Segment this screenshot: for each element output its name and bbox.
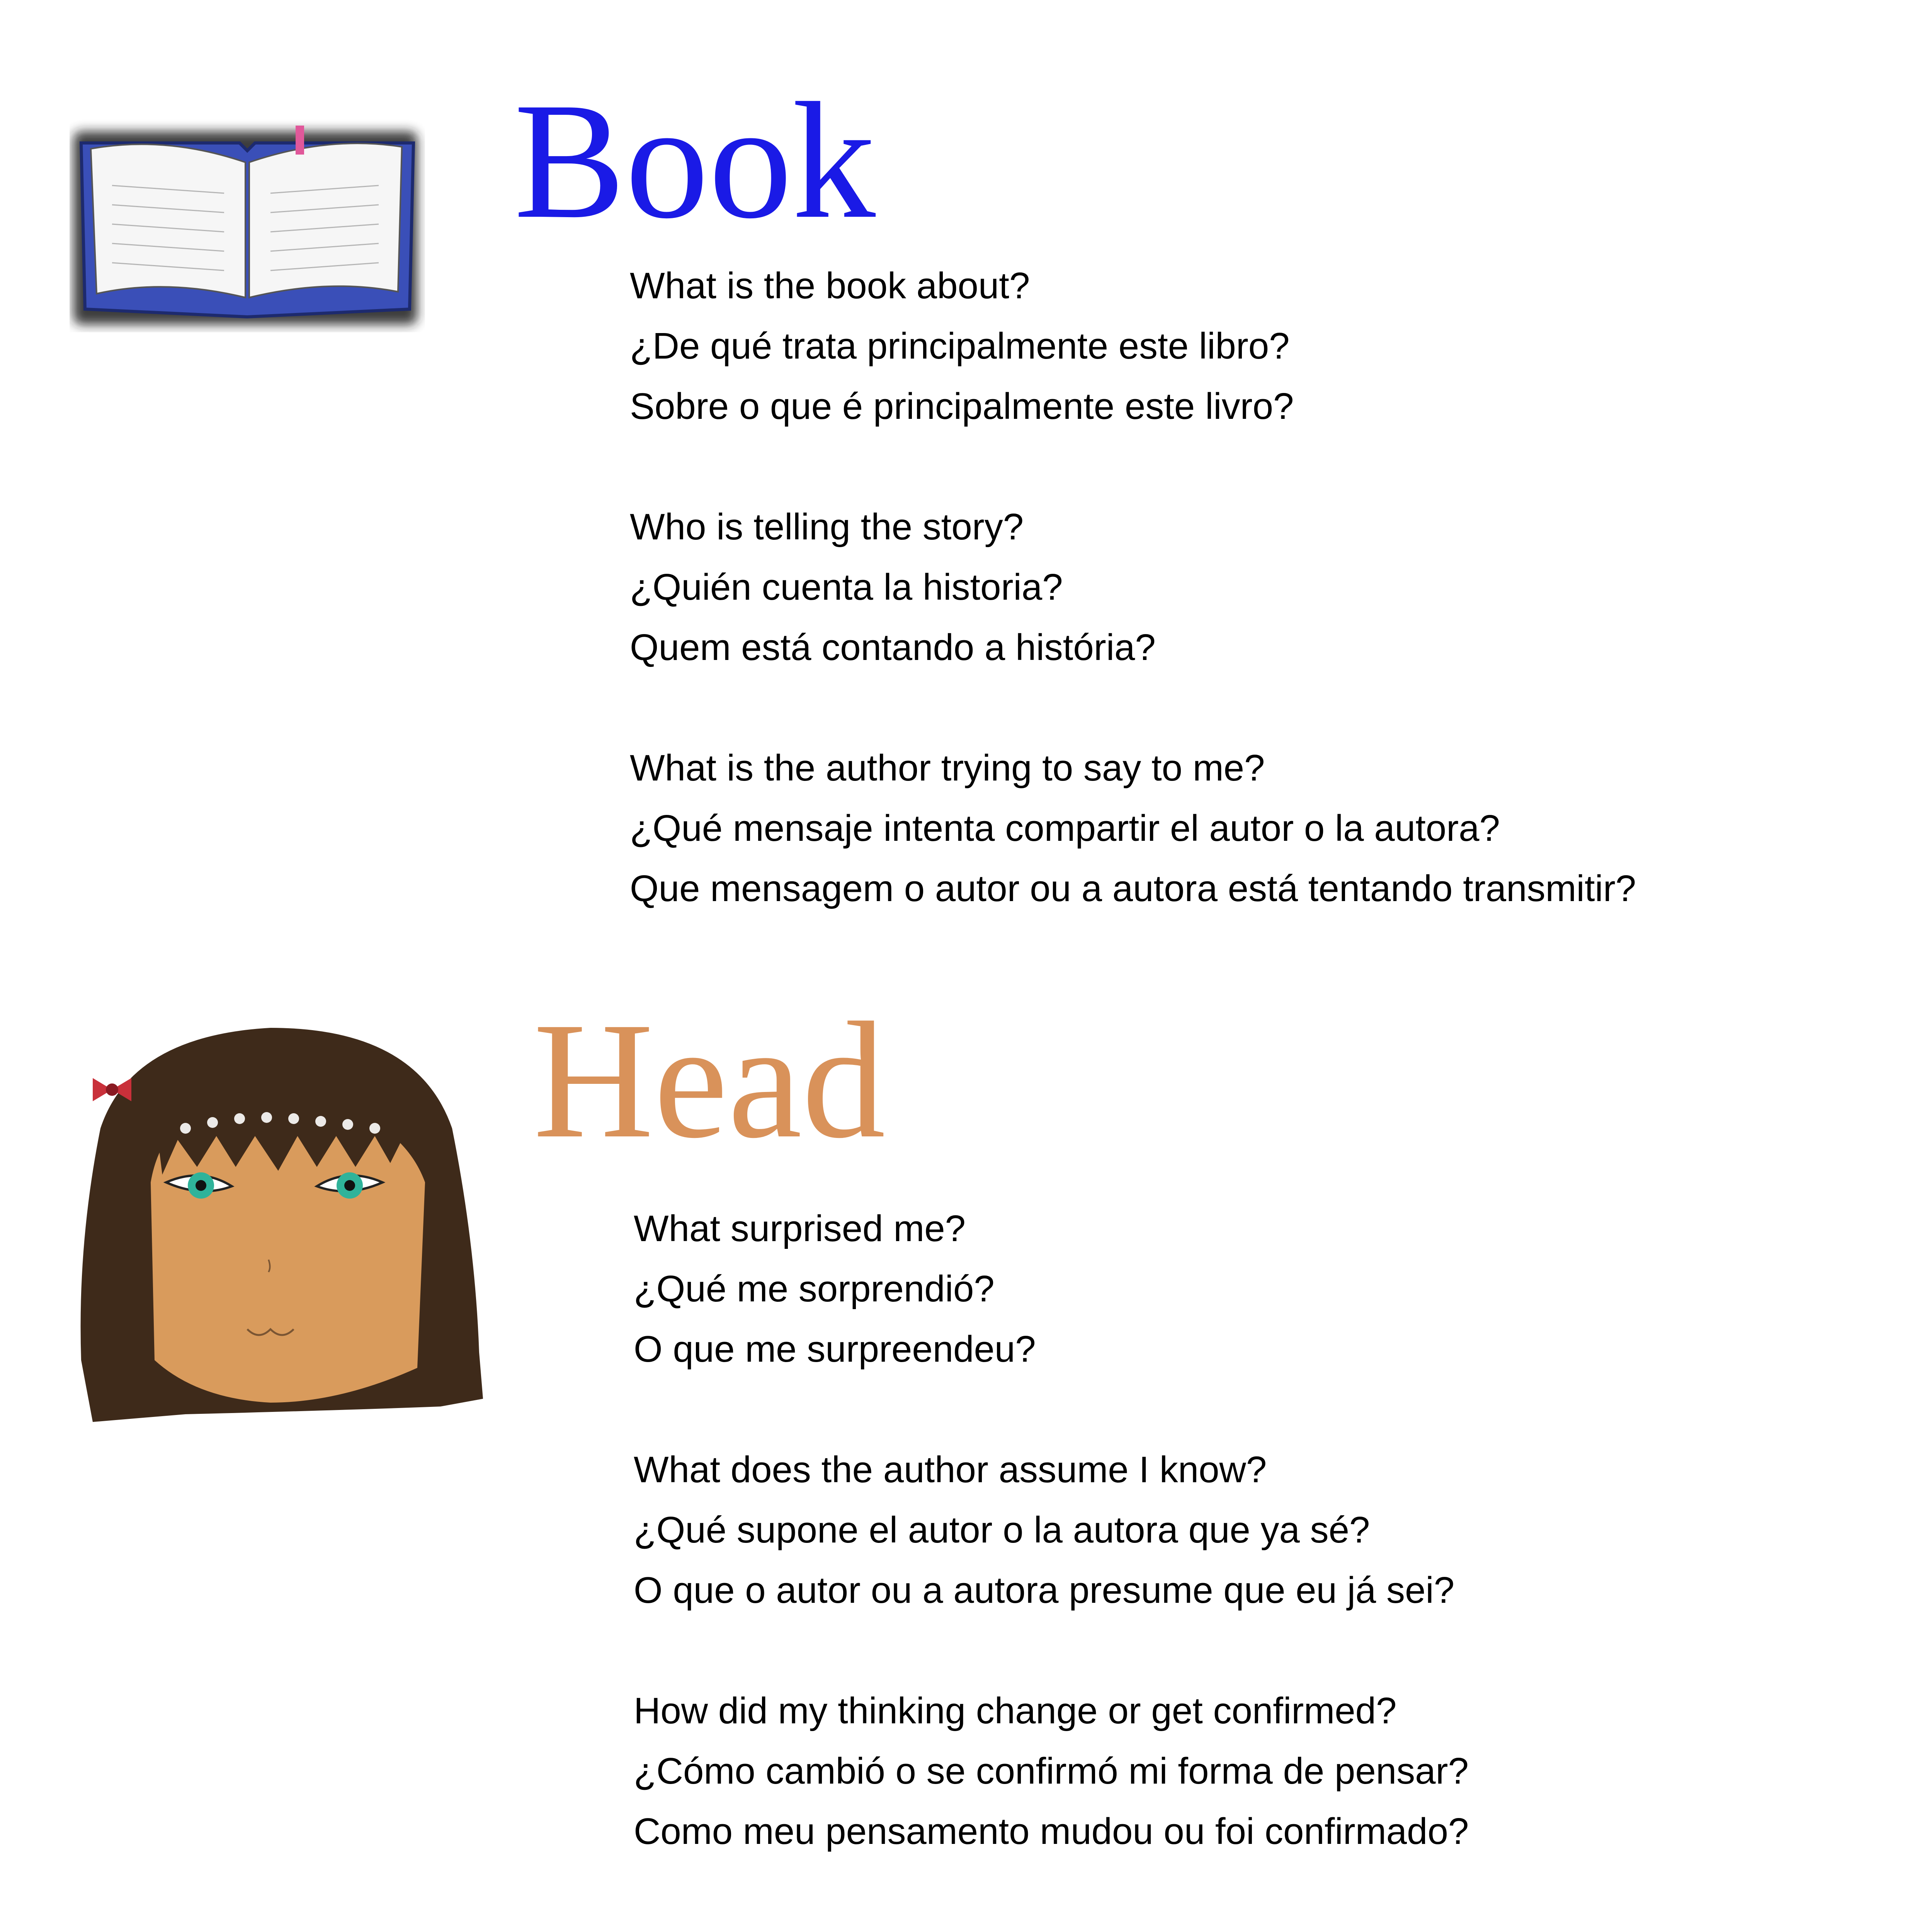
open-book-icon [70, 116, 425, 332]
section-title-head: Head [533, 988, 886, 1173]
question-group [630, 506, 1636, 689]
question-spanish: ¿Qué me sorprendió? [634, 1268, 995, 1310]
question-english: What is the author trying to say to me? [630, 747, 1265, 789]
question-spanish: ¿Qué supone el autor o la autora que ya sé? [634, 1509, 1370, 1551]
question-english: Who is telling the story? [630, 506, 1024, 548]
question-english: What does the author assume I know? [634, 1449, 1267, 1490]
question-portuguese: Como meu pensamento mudou ou foi confirmado? [634, 1811, 1469, 1852]
question-group [634, 1210, 1469, 1391]
question-block-head [634, 1210, 1469, 1932]
question-spanish: ¿De qué trata principalmente este libro? [630, 325, 1290, 367]
question-portuguese: Sobre o que é principalmente este livro? [630, 386, 1294, 427]
question-portuguese: O que me surpreendeu? [634, 1328, 1036, 1370]
question-portuguese: O que o autor ou a autora presume que eu já sei? [634, 1570, 1455, 1611]
section-title-book: Book [514, 68, 876, 253]
question-block-book [630, 267, 1636, 991]
question-group [630, 267, 1636, 448]
question-english: What is the book about? [630, 265, 1030, 306]
question-english: What surprised me? [634, 1208, 966, 1249]
question-group [630, 747, 1636, 930]
girl-face-icon [70, 1012, 487, 1426]
question-portuguese: Que mensagem o autor ou a autora está tentando transmitir? [630, 868, 1636, 909]
question-portuguese: Quem está contando a história? [630, 627, 1156, 668]
question-english: How did my thinking change or get confirmed? [634, 1690, 1397, 1731]
question-group [634, 1692, 1469, 1873]
question-spanish: ¿Quién cuenta la historia? [630, 566, 1063, 608]
question-spanish: ¿Cómo cambió o se confirmó mi forma de pensar? [634, 1750, 1469, 1792]
question-spanish: ¿Qué mensaje intenta compartir el autor o la autora? [630, 808, 1500, 849]
question-group [634, 1451, 1469, 1632]
